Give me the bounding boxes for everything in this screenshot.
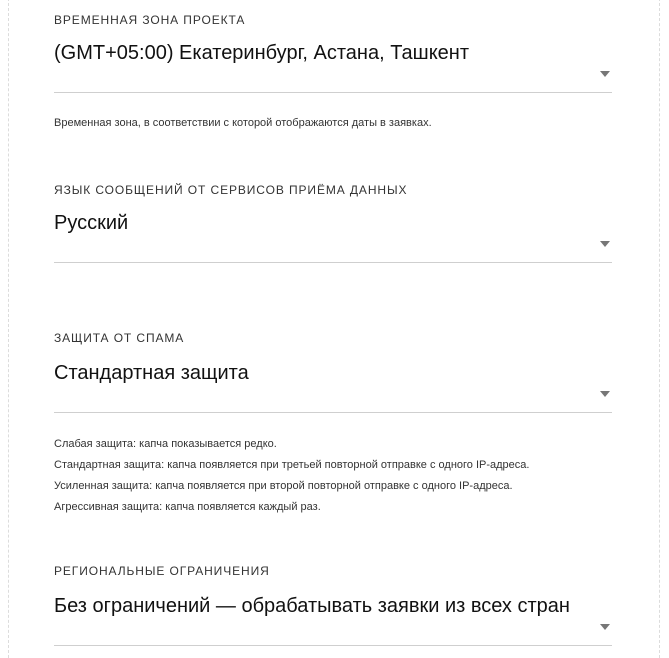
spam-section bbox=[54, 331, 612, 518]
spam-select[interactable] bbox=[54, 362, 612, 413]
spam-value: Стандартная защита bbox=[54, 362, 249, 384]
chevron-down-icon bbox=[600, 71, 610, 77]
regional-section bbox=[54, 564, 612, 646]
chevron-down-icon bbox=[600, 241, 610, 247]
spam-hint-standard: Стандартная защита: капча появляется при третьей повторной отправке с одного IP-адреса. bbox=[54, 459, 530, 471]
language-select[interactable] bbox=[54, 212, 612, 263]
spam-hint-aggressive: Агрессивная защита: капча появляется каждый раз. bbox=[54, 501, 321, 513]
timezone-label: ВРЕМЕННАЯ ЗОНА ПРОЕКТА bbox=[54, 13, 246, 27]
regional-label: РЕГИОНАЛЬНЫЕ ОГРАНИЧЕНИЯ bbox=[54, 564, 270, 578]
chevron-down-icon bbox=[600, 391, 610, 397]
language-section bbox=[54, 183, 612, 263]
timezone-select[interactable] bbox=[54, 42, 612, 93]
language-label: ЯЗЫК СООБЩЕНИЙ ОТ СЕРВИСОВ ПРИЁМА ДАННЫХ bbox=[54, 183, 408, 197]
regional-select[interactable] bbox=[54, 595, 612, 646]
timezone-value: (GMT+05:00) Екатеринбург, Астана, Ташкент bbox=[54, 42, 469, 64]
spam-label: ЗАЩИТА ОТ СПАМА bbox=[54, 331, 185, 345]
spam-hint-weak: Слабая защита: капча показывается редко. bbox=[54, 438, 277, 450]
spam-hints bbox=[54, 434, 612, 518]
spam-hint-enhanced: Усиленная защита: капча появляется при второй повторной отправке с одного IP-адреса. bbox=[54, 480, 513, 492]
regional-value: Без ограничений — обрабатывать заявки из всех стран bbox=[54, 595, 570, 617]
language-value: Русский bbox=[54, 212, 129, 234]
timezone-section bbox=[54, 13, 612, 134]
timezone-hint: Временная зона, в соответствии с которой отображаются даты в заявках. bbox=[54, 117, 432, 129]
chevron-down-icon bbox=[600, 624, 610, 630]
